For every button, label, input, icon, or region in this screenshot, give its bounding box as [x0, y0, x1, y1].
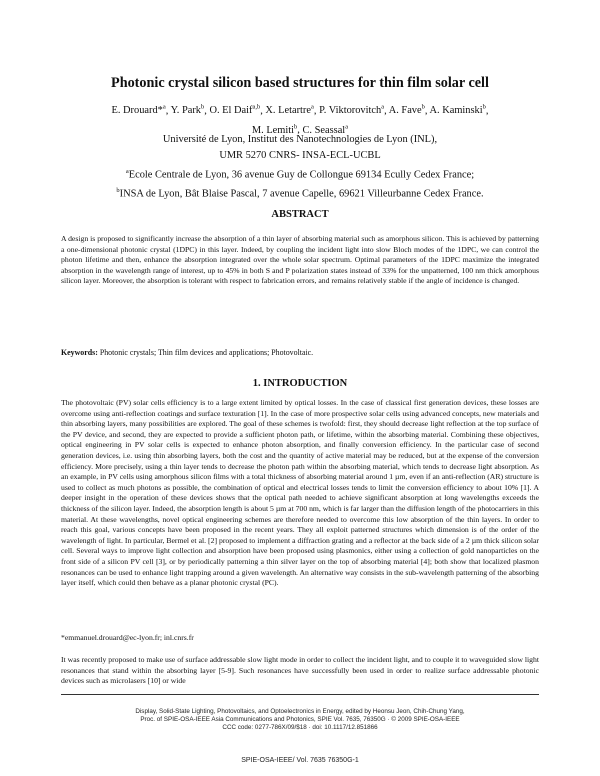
keywords-label: Keywords: [61, 348, 98, 357]
footer-line-3: CCC code: 0277-786X/09/$18 · doi: 10.1117/12.851866 [222, 724, 378, 732]
author-8: M. Lemiti$^b$ [251, 123, 298, 136]
author-6: A. Fave$^b$ [388, 104, 425, 117]
introduction-paragraph-1: The photovoltaic (PV) solar cells efficiency is to a large extent limited by optical losses. In the case of classical first generation devices, these losses are overcome using anti-reflection coatings and surface texturation [1]. In the case of more prospective solar cells using advanced concepts, new materials and thin absorbing layers, many possibilities are explored. The goal of these schemes is twofold: first, they should decrease light reflection at the top surface of the PV device, and second, they are expected to provide a sufficient photon path, or lifetime, within the absorbing material. Combining these objectives, optical engineering in PV solar cells is expected to enhance photon absorption, and finally conversion efficiency. In the particular case of second generation devices, i.e. using thin absorbing layers, both the cost and the quantity of active material may be reduced, but at the expense of the conversion efficiency. More precisely, using a thin layer tends to decrease the photon path within the absorbing material, which tends to decrease light absorption. As an example, in PV cells using amorphous silicon films with a total thickness of absorbing material around 1 µm, even if an anti-reflection (AR) structure is used to collect as much photons as possible, the combination of optical and electrical losses tends to limit the conversion efficiency to about 10% [1]. A deeper insight in the operation of these devices shows that the optical path needed to achieve significant absorption at long wavelengths exceeds the thickness of the silicon layer. Indeed, the absorption length is about 5 µm at 700 nm, which is far larger than the diffusion length of the photocarriers in this material. At these wavelengths, novel optical engineering schemes are therefore needed to overcome this low absorption of the thin layers. In order to reach this goal, various concepts have been proposed in the recent years. They all exploit patterned structures which dimension is of the order of the wavelength of light. In particular, Bermel et al. [2] proposed to implement a diffraction grating and a reflector at the back side of a 2 µm thick silicon solar cell. Several ways to improve light collection and absorption have been proposed using plasmonics, either using a collection of gold nanoparticles on the front side of a silicon PV cell [3], or by periodically patterning a thin silver layer on the top of absorbing material [4]; both show that localized plasmon resonances can be used to enhance light trapping around a given wavelength. An alternative way consists in the sub-wavelength patterning of the absorbing layer itself, which could then behave as a planar photonic crystal (PC). [61, 398, 539, 588]
author-2: Y. Park$^b$ [170, 104, 205, 117]
page-number: SPIE-OSA-IEEE/ Vol. 7635 76350G-1 [241, 757, 359, 764]
affiliation-b: $^b$INSA de Lyon, Bât Blaise Pascal, 7 avenue Capelle, 69621 Villeurbanne Cedex France. [116, 187, 484, 200]
footer-line-1: Display, Solid-State Lighting, Photovoltaics, and Optoelectronics in Energy, edited by Heonsu Jeon, Chih-Chung Yang, [135, 708, 465, 715]
author-list: E. Drouard*$^a$, Y. Park$^b$, O. El Daif$^{a,b}$, X. Letartre$^a$, P. Viktorovitch$^a$, A. Fave$^b$, A. Kaminski$^b$, M. Lemiti$^b$, C. Seassal$^a$ [111, 104, 489, 136]
keywords [61, 348, 539, 357]
corresponding-author-footnote: *emmanuel.drouard@ec-lyon.fr; inl.cnrs.fr [61, 633, 194, 642]
publication-footer [40, 708, 560, 733]
introduction-paragraph-2: It was recently proposed to make use of surface addressable slow light mode in order to collect the incident light, and to couple it to waveguided slow light resonances that stand within the absorbing layer [5-9]. Such resonances have successfully been used in order to realize surface addressable photonic devices such as microlasers [10] or wide [61, 655, 539, 686]
author-3: O. El Daif$^{a,b}$ [209, 104, 261, 117]
footer-line-2: Proc. of SPIE-OSA-IEEE Asia Communications and Photonics, SPIE Vol. 7635, 76350G · © 2009 SPIE-OSA-IEEE [140, 716, 460, 724]
affiliation-line-2: UMR 5270 CNRS- INSA-ECL-UCBL [219, 150, 381, 161]
introduction-heading: 1. INTRODUCTION [252, 378, 348, 389]
affiliation-main [40, 132, 560, 203]
affiliation-line-1: Université de Lyon, Institut des Nanotechnologies de Lyon (INL), [162, 134, 438, 145]
abstract-heading: ABSTRACT [271, 209, 329, 220]
author-5: P. Viktorovitch$^a$ [319, 104, 385, 117]
author-7: A. Kaminski$^b$ [429, 104, 486, 117]
paper-title: Photonic crystal silicon based structures for thin film solar cell [111, 75, 489, 91]
keywords-text: Photonic crystals; Thin film devices and applications; Photovoltaic. [99, 348, 314, 357]
author-4: X. Letartre$^a$ [265, 104, 314, 117]
footer-divider [61, 694, 539, 695]
author-1: E. Drouard*$^a$ [111, 104, 166, 117]
author-9: C. Seassal$^a$ [302, 123, 349, 136]
affiliation-a: $^a$Ecole Centrale de Lyon, 36 avenue Guy de Collongue 69134 Ecully Cedex France; [125, 168, 475, 181]
abstract-text: A design is proposed to significantly increase the absorption of a thin layer of absorbing material such as amorphous silicon. This is achieved by patterning a one-dimensional photonic crystal (1DPC) in this layer. Indeed, by coupling the incident light into slow Bloch modes of the 1DPC, we can control the photon lifetime and then, enhance the absorption integrated over the whole solar spectrum. Optimal parameters of the 1DPC maximize the integrated absorption in the wavelength range of interest, up to 45% in both S and P polarization states instead of 33% for the unpatterned, 100 nm thick amorphous silicon layer. Moreover, the absorption is tolerant with respect to fabrication errors, and remains relatively stable if the angle of incidence is changed. [61, 234, 539, 286]
